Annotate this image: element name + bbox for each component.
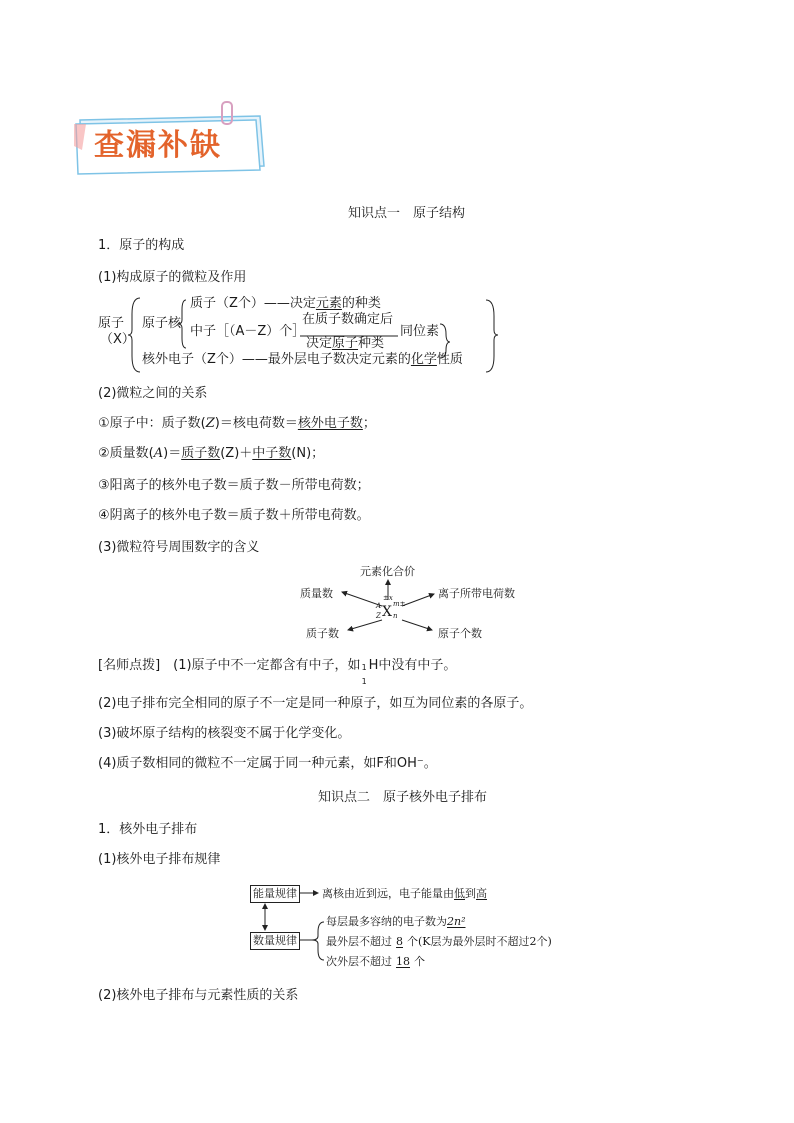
energy-rule-box: 能量规律: [250, 885, 300, 903]
atom-x-label: （X）: [100, 332, 135, 347]
isotope-label: 同位素: [400, 324, 440, 339]
relation-4: ④阴离子的核外电子数＝质子数＋所带电荷数。: [98, 508, 370, 523]
section2-sub2: (2)核外电子排布与元素性质的关系: [98, 988, 299, 1003]
rule-outermost: 最外层不超过 8 个(K层为最外层时不超过2个): [326, 935, 552, 948]
tip-4: (4)质子数相同的微粒不一定属于同一种元素，如F和OH⁻。: [98, 756, 437, 771]
fig-symbol: ±x A Z X m± n: [376, 594, 406, 620]
fig-atom-count: 原子个数: [438, 627, 482, 640]
tip-2: (2)电子排布完全相同的原子不一定是同一种原子，如互为同位素的各原子。: [98, 696, 533, 711]
section2-sub1: (1)核外电子排布规律: [98, 852, 221, 867]
neutron-condition-bottom: 决定原子种类: [306, 336, 385, 351]
section1-sub1: (1)构成原子的微粒及作用: [98, 270, 247, 285]
fig-mass-number: 质量数: [300, 587, 333, 600]
electron-line: 核外电子（Z个）——最外层电子数决定元素的化学性质: [142, 352, 463, 367]
neutron-line: 中子［（A－Z）个］: [190, 324, 306, 339]
proton-line: 质子（Z个）——决定元素的种类: [190, 296, 381, 311]
rule-energy: 离核由近到远，电子能量由低到高: [322, 887, 487, 900]
relation-3: ③阳离子的核外电子数＝质子数－所带电荷数；: [98, 478, 370, 493]
banner-title: 查漏补缺: [94, 128, 222, 163]
section2-item1: 1．核外电子排布: [98, 822, 198, 837]
nucleus-label: 原子核: [142, 316, 182, 331]
relation-1: ①原子中：质子数(Z)＝核电荷数＝核外电子数；: [98, 416, 376, 431]
section1-item1: 1．原子的构成: [98, 238, 185, 253]
quantity-rule-box: 数量规律: [250, 932, 300, 950]
section1-heading: 知识点一 原子结构: [348, 206, 466, 221]
fig-proton-number: 质子数: [306, 627, 339, 640]
tip-1: [名师点拨] (1)原子中不一定都含有中子，如 1 1 H中没有中子。: [98, 658, 457, 686]
relation-2: ②质量数(A)＝质子数(Z)＋中子数(N)；: [98, 446, 325, 461]
rule-second-outermost: 次外层不超过 18 个: [326, 955, 425, 968]
fig-valence: 元素化合价: [360, 565, 415, 578]
section2-heading: 知识点二 原子核外电子排布: [318, 790, 488, 805]
tip-3: (3)破坏原子结构的核裂变不属于化学变化。: [98, 726, 351, 741]
section1-sub2: (2)微粒之间的关系: [98, 386, 208, 401]
section1-sub3: (3)微粒符号周围数字的含义: [98, 540, 260, 555]
rule-max-per-layer: 每层最多容纳的电子数为2n²: [326, 915, 466, 928]
fig-ion-charge: 离子所带电荷数: [438, 587, 515, 600]
atom-label: 原子: [98, 316, 125, 331]
neutron-condition-top: 在质子数确定后: [302, 312, 394, 327]
